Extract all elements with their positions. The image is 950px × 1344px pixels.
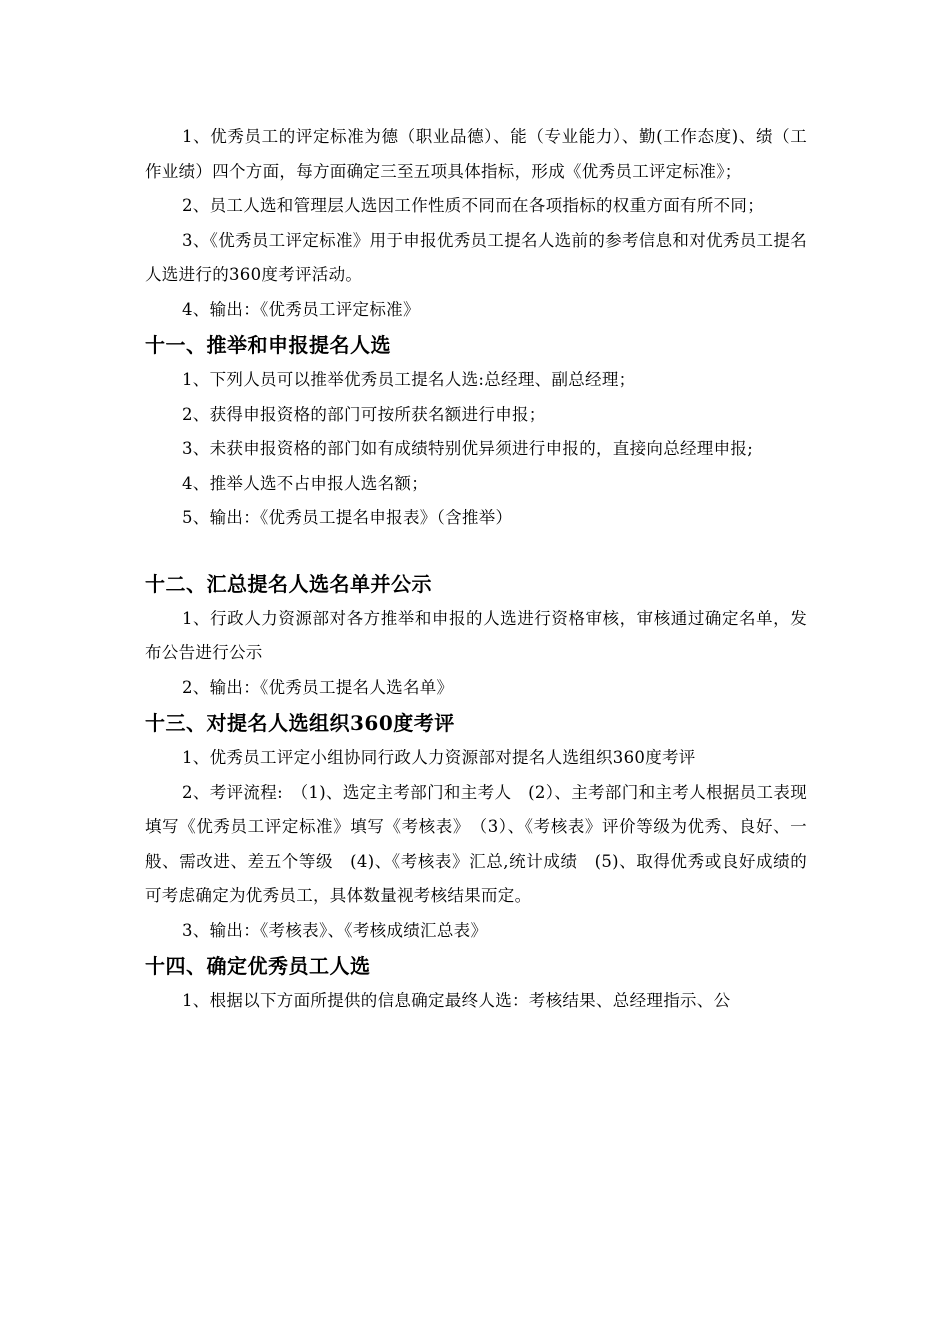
paragraph: 2、员工人选和管理层人选因工作性质不同而在各项指标的权重方面有所不同； <box>182 196 764 215</box>
paragraph: 3、输出：《考核表》、《考核成绩汇总表》 <box>182 920 488 940</box>
paragraph: 1、优秀员工评定小组协同行政人力资源部对提名人选组织360度考评 <box>182 748 696 767</box>
paragraph: 4、输出：《优秀员工评定标准》 <box>182 299 420 319</box>
paragraph: 2、输出：《优秀员工提名人选名单》 <box>182 677 454 697</box>
paragraph: 2、考评流程: （1)、选定主考部门和主考人 (2）、主考部门和主考人根据员工表现填写《优秀员工评定标准》填写《考核表》 （3）、《考核表》评价等级为优秀、良好、一般、需改进、差五个等级 (4)、《考核表》汇总,统计成绩 (5)、取得优秀或良好成绩的可考虑确定为优秀员工，具体数量视考核结果而定。 <box>145 782 807 905</box>
section-heading: 十二、汇总提名人选名单并公示 <box>145 571 432 596</box>
paragraph: 3、未获申报资格的部门如有成绩特别优异须进行申报的，直接向总经理申报; <box>182 439 754 458</box>
paragraph: 1、优秀员工的评定标准为德（职业品德）、能（专业能力）、勤(工作态度)、绩（工作业绩）四个方面，每方面确定三至五项具体指标，形成《优秀员工评定标准》； <box>145 127 807 181</box>
paragraph: 4、推举人选不占申报人选名额； <box>182 473 428 493</box>
section-heading: 十一、推举和申报提名人选 <box>145 333 391 357</box>
paragraph: 5、输出：《优秀员工提名申报表》（含推举） <box>182 508 513 527</box>
section-heading: 十四、确定优秀员工人选 <box>145 954 371 978</box>
paragraph: 1、行政人力资源部对各方推举和申报的人选进行资格审核，审核通过确定名单，发布公告进行公示 <box>145 608 807 662</box>
section-heading: 十三、对提名人选组织360度考评 <box>145 711 455 735</box>
paragraph: 2、获得申报资格的部门可按所获名额进行申报； <box>182 404 546 424</box>
document-body <box>145 120 807 1019</box>
paragraph: 1、下列人员可以推举优秀员工提名人选:总经理、副总经理； <box>182 370 636 389</box>
blank-line <box>145 536 807 566</box>
paragraph: 3、《优秀员工评定标准》用于申报优秀员工提名人选前的参考信息和对优秀员工提名人选进行的360度考评活动。 <box>145 230 807 284</box>
paragraph: 1、根据以下方面所提供的信息确定最终人选：考核结果、总经理指示、公 <box>182 991 731 1010</box>
